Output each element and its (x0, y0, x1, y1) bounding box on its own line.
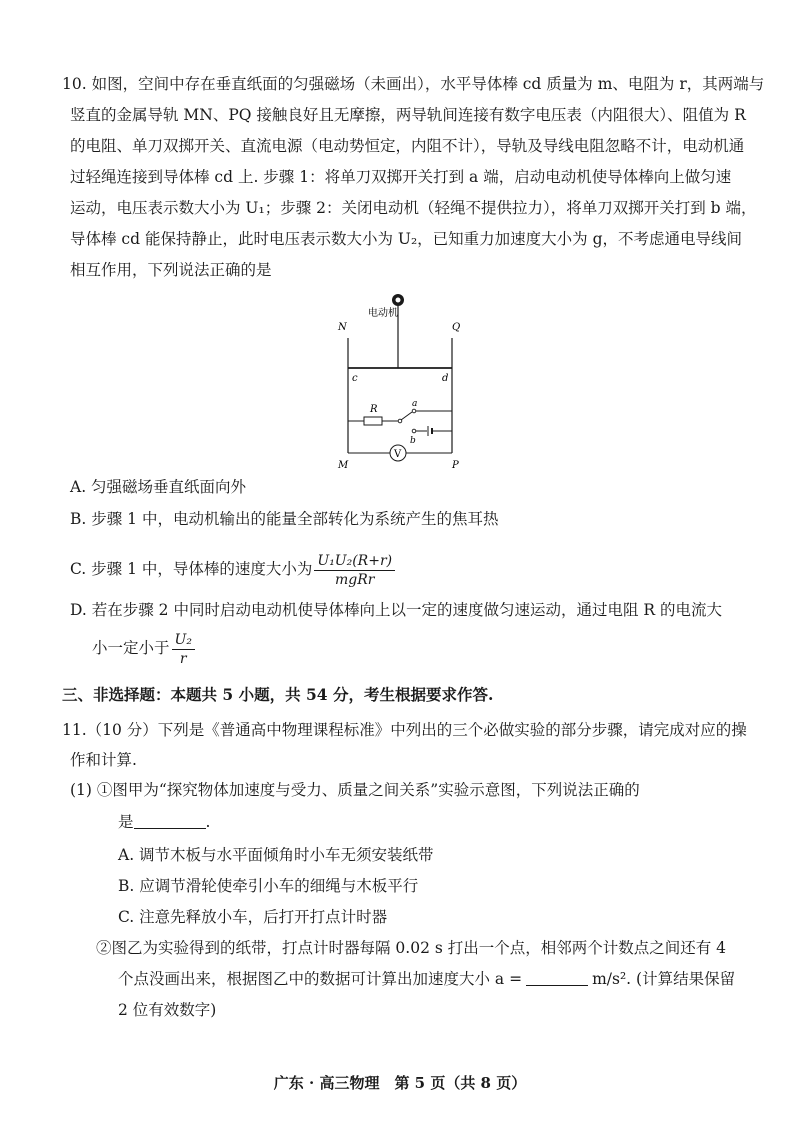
q11-option-c: C. 注意先释放小车，后打开打点计时器 (118, 908, 388, 926)
q10-line-7: 相互作用，下列说法正确的是 (70, 261, 272, 279)
q10-line-6: 导体棒 cd 能保持静止，此时电压表示数大小为 U₂，已知重力加速度大小为 g，不考虑通电导线间 (70, 230, 743, 248)
section-heading: 三、非选择题：本题共 5 小题，共 54 分，考生根据要求作答. (62, 685, 494, 704)
q10-option-d-line-1: D. 若在步骤 2 中同时启动电动机使导体棒向上以一定的速度做匀速运动，通过电阻 R 的电流大 (70, 601, 722, 619)
circuit-diagram (330, 288, 470, 473)
page-footer: 广东 · 高三物理 第 5 页（共 8 页） (273, 1074, 527, 1092)
answer-blank-1[interactable] (134, 810, 206, 829)
q10-option-a: A. 匀强磁场垂直纸面向外 (70, 478, 247, 496)
q10-line-2: 竖直的金属导轨 MN、PQ 接触良好且无摩擦，两导轨间连接有数字电压表（内阻很大）、阻值为 R (70, 106, 746, 124)
q11-line-1: 11.（10 分）下列是《普通高中物理课程标准》中列出的三个必做实验的部分步骤，请完成对应的操 (62, 721, 747, 739)
q11-option-a: A. 调节木板与水平面倾角时小车无须安装纸带 (118, 846, 434, 864)
q11-part1-line-2 (118, 808, 800, 836)
q11-option-b: B. 应调节滑轮使牵引小车的细绳与木板平行 (118, 877, 419, 895)
q11-part2-prefix: 个点没画出来，根据图乙中的数据可计算出加速度大小 a = (118, 970, 523, 988)
q10-option-c-fraction (314, 552, 395, 589)
label-M: M (338, 460, 349, 471)
fraction-denominator: r (179, 650, 187, 667)
label-N: N (338, 322, 347, 333)
q10-option-d-text: 小一定小于 (92, 639, 170, 657)
q11-part2-line-2 (118, 965, 800, 993)
q10-line-4: 过轻绳连接到导体棒 cd 上. 步骤 1：将单刀双掷开关打到 a 端，启动电动机使导体棒向上做匀速 (70, 168, 732, 186)
label-d: d (442, 373, 449, 384)
q10-option-c (70, 551, 760, 589)
q10-option-c-text: C. 步骤 1 中，导体棒的速度大小为 (70, 560, 313, 578)
fraction-numerator: U₁U₂(R+r) (314, 552, 395, 571)
label-b: b (410, 436, 416, 446)
q10-line-3: 的电阻、单刀双掷开关、直流电源（电动势恒定，内阻不计），导轨及导线电阻忽略不计，电动机通 (70, 137, 745, 155)
label-R: R (370, 404, 378, 415)
fraction-numerator: U₂ (172, 631, 195, 650)
label-c: c (352, 373, 358, 384)
switch-blade (401, 412, 412, 420)
q11-part2-line-3: 2 位有效数字) (118, 1001, 217, 1019)
q11-part1-suffix: . (205, 813, 211, 831)
q10-option-b: B. 步骤 1 中，电动机输出的能量全部转化为系统产生的焦耳热 (70, 510, 499, 528)
q10-option-d-line-2 (92, 628, 782, 668)
fraction-denominator: mgRr (335, 571, 375, 588)
label-Q: Q (452, 322, 461, 333)
q11-part1-line-1: (1) ①图甲为“探究物体加速度与受力、质量之间关系”实验示意图，下列说法正确的 (70, 781, 640, 799)
q11-part2-line-1: ②图乙为实验得到的纸带，打点计时器每隔 0.02 s 打出一个点，相邻两个计数点之间还有 4 (96, 939, 727, 957)
q10-option-d-fraction (172, 631, 195, 668)
q10-line-5: 运动，电压表示数大小为 U₁；步骤 2：关闭电动机（轻绳不提供拉力），将单刀双掷开关打到 b 端， (70, 199, 757, 217)
label-a: a (412, 399, 418, 409)
q11-line-2: 作和计算. (70, 751, 137, 769)
q11-part1-prefix: 是 (118, 813, 134, 831)
answer-blank-2[interactable] (526, 967, 588, 986)
q11-part2-suffix: m/s². (计算结果保留 (592, 970, 736, 988)
motor-label: 电动机 (368, 308, 398, 319)
resistor-R (364, 417, 382, 425)
q10-line-1: 10. 如图，空间中存在垂直纸面的匀强磁场（未画出），水平导体棒 cd 质量为 m、电阻为 r，其两端与 (62, 75, 765, 93)
label-V: V (394, 449, 402, 460)
label-P: P (452, 460, 459, 471)
